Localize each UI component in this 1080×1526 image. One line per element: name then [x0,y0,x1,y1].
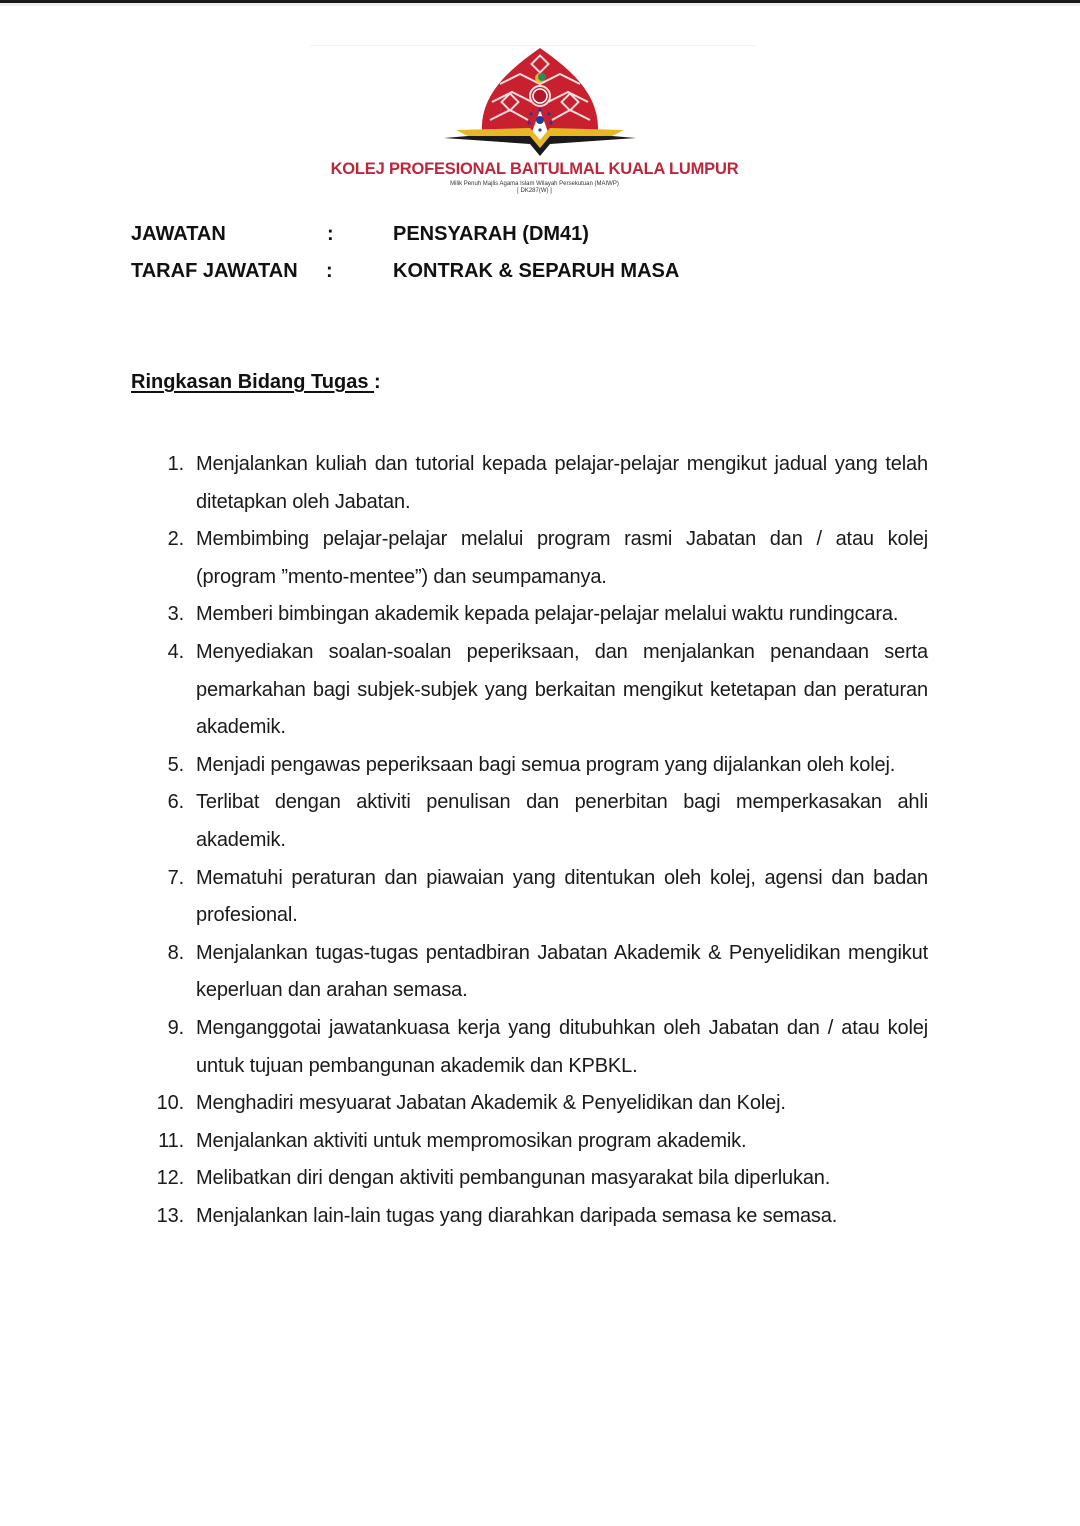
duty-number: 8. [167,941,184,964]
duty-item [148,634,928,747]
duty-item [148,1010,928,1085]
duty-item [148,446,928,521]
duty-text: Memberi bimbingan akademik kepada pelajar-pelajar melalui waktu rundingcara. [196,603,899,626]
duty-text: Menganggotai jawatankuasa kerja yang ditubuhkan oleh Jabatan dan / atau kolej untuk tujuan pembangunan akademik dan KPBKL. [196,1016,928,1077]
section-title [131,371,381,394]
duty-item [148,1085,928,1123]
ownership-line: Milik Penuh Majlis Agama Islam Wilayah Persekutuan (MAIWP) [450,181,619,187]
duty-item [148,1160,928,1198]
duties-list [148,446,928,1235]
duty-number: 1. [167,453,184,475]
college-logo [440,44,640,160]
duty-text: Menjadi pengawas peperiksaan bagi semua program yang dijalankan oleh kolej. [196,753,896,776]
duty-number: 3. [167,603,184,626]
duty-number: 6. [167,791,184,814]
duty-item [148,860,928,935]
duty-text: Menjalankan aktiviti untuk mempromosikan program akademik. [196,1129,747,1152]
duty-item [148,596,928,634]
duty-number: 4. [167,640,184,663]
top-edge-shadow [0,3,1080,6]
duty-item [148,1198,928,1236]
section-title-colon: : [374,371,381,393]
duty-number: 9. [167,1016,184,1039]
duty-item [148,521,928,596]
duty-item [148,784,928,859]
college-ownership [0,181,1069,195]
duty-number: 2. [167,528,184,551]
status-colon: : [326,260,333,282]
position-value: PENSYARAH (DM41) [393,223,589,245]
registration-number: [ DK287(W) ] [517,188,552,194]
status-value: KONTRAK & SEPARUH MASA [393,260,680,282]
duty-text: Menghadiri mesyuarat Jabatan Akademik & Penyelidikan dan Kolej. [196,1092,786,1115]
duty-number: 5. [167,753,184,776]
duty-number: 10. [156,1092,184,1115]
logo-center-circle [533,89,547,103]
duty-item [148,747,928,785]
duty-text: Menyediakan soalan-soalan peperiksaan, dan menjalankan penandaan serta pemarkahan bagi subjek-subjek yang berkaitan mengikut ketetapan dan peraturan akademik. [196,640,928,739]
college-name: KOLEJ PROFESIONAL BAITULMAL KUALA LUMPUR [330,160,739,178]
duty-number: 12. [156,1167,184,1190]
duty-text: Terlibat dengan aktiviti penulisan dan penerbitan bagi memperkasakan ahli akademik. [196,791,928,851]
duty-text: Melibatkan diri dengan aktiviti pembangunan masyarakat bila diperlukan. [196,1167,831,1190]
position-colon: : [327,223,334,245]
status-label: TARAF JAWATAN [131,260,298,282]
duty-number: 7. [167,866,184,889]
duty-text: Membimbing pelajar-pelajar melalui program rasmi Jabatan dan / atau kolej (program ”mento-mentee”) dan seumpamanya. [196,528,928,588]
duty-item [148,1123,928,1161]
duty-text: Menjalankan tugas-tugas pentadbiran Jabatan Akademik & Penyelidikan mengikut keperluan dan arahan semasa. [196,941,928,1002]
section-title-text: Ringkasan Bidang Tugas [131,371,369,393]
duty-number: 11. [158,1129,184,1152]
duty-text: Menjalankan kuliah dan tutorial kepada pelajar-pelajar mengikut jadual yang telah ditetapkan oleh Jabatan. [196,453,928,513]
duty-text: Menjalankan lain-lain tugas yang diarahkan daripada semasa ke semasa. [196,1204,838,1227]
position-label: JAWATAN [131,223,226,245]
duty-text: Mematuhi peraturan dan piawaian yang ditentukan oleh kolej, agensi dan badan profesional. [196,866,928,927]
duty-number: 13. [156,1204,184,1227]
duty-item [148,935,928,1010]
